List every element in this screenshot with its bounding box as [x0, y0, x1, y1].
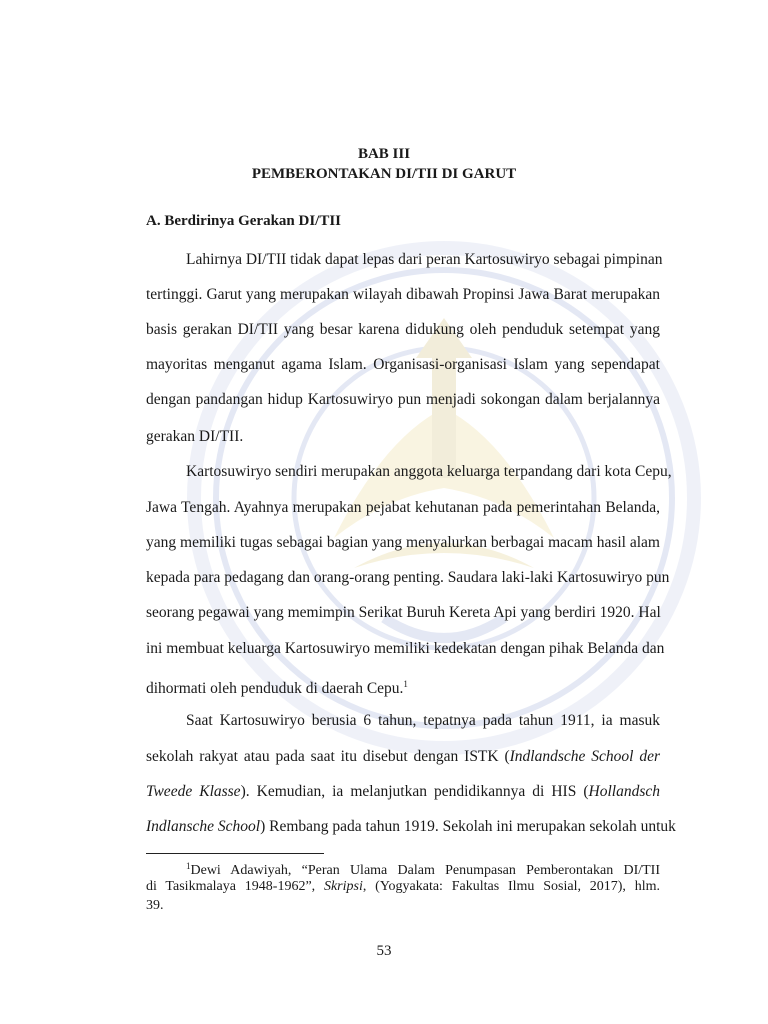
page-number: 53 [376, 943, 392, 959]
footnote-number: 1 [186, 861, 191, 871]
section-heading: A. Berdirinya Gerakan DI/TII [146, 213, 342, 229]
footnote-reference[interactable]: 1 [403, 679, 408, 689]
body-line [146, 783, 660, 801]
body-line: Jawa Tengah. Ayahnya merupakan pejabat kehutanan pada pemerintahan Belanda, [146, 499, 660, 516]
body-line: basis gerakan DI/TII yang besar karena didukung oleh penduduk setempat yang [146, 321, 660, 338]
body-line [146, 748, 660, 766]
body-line [146, 675, 660, 698]
italic-term: Indlansche School [146, 818, 261, 835]
body-line: gerakan DI/TII. [146, 428, 244, 445]
footnote-divider [146, 853, 324, 854]
italic-term: Hollandsch [588, 783, 660, 800]
footnote-text: di Tasikmalaya 1948-1962”, [146, 879, 324, 894]
footnote-text: , (Yogyakata: Fakultas Ilmu Sosial, 2017), hlm. [362, 879, 661, 894]
body-line: tertinggi. Garut yang merupakan wilayah dibawah Propinsi Jawa Barat merupakan [146, 286, 660, 303]
body-line: Kartosuwiryo sendiri merupakan anggota keluarga terpandang dari kota Cepu, [186, 463, 672, 480]
body-line: dengan pandangan hidup Kartosuwiryo pun menjadi sokongan dalam berjalannya [146, 391, 660, 408]
body-line: seorang pegawai yang memimpin Serikat Buruh Kereta Api yang berdiri 1920. Hal [146, 604, 661, 621]
body-line: Lahirnya DI/TII tidak dapat lepas dari peran Kartosuwiryo sebagai pimpinan [186, 251, 663, 268]
footnote-line [186, 858, 660, 879]
body-text: ). Kemudian, ia melanjutkan pendidikannya di HIS ( [240, 783, 589, 800]
body-text: dihormati oleh penduduk di daerah Cepu. [146, 680, 404, 697]
body-line: ini membuat keluarga Kartosuwiryo memiliki kedekatan dengan pihak Belanda dan [146, 640, 665, 657]
italic-term: Indlandsche School der [509, 748, 661, 765]
body-line: yang memiliki tugas sebagai bagian yang menyalurkan berbagai macam hasil alam [146, 534, 660, 551]
footnote-text: Dewi Adawiyah, “Peran Ulama Dalam Penumpasan Pemberontakan DI/TII [190, 863, 660, 878]
italic-term: Tweede Klasse [146, 783, 241, 800]
body-line: kepada para pedagang dan orang-orang penting. Saudara laki-laki Kartosuwiryo pun [146, 569, 670, 586]
body-line: mayoritas menganut agama Islam. Organisasi-organisasi Islam yang sependapat [146, 356, 660, 373]
body-text: sekolah rakyat atau pada saat itu disebut dengan ISTK ( [146, 748, 510, 765]
chapter-number: BAB III [357, 146, 411, 162]
body-line [146, 818, 676, 836]
italic-term: Skripsi [323, 879, 363, 894]
footnote-line: 39. [146, 898, 164, 913]
chapter-title: PEMBERONTAKAN DI/TII DI GARUT [251, 166, 517, 182]
footnote-line [146, 879, 660, 895]
body-line: Saat Kartosuwiryo berusia 6 tahun, tepatnya pada tahun 1911, ia masuk [186, 712, 660, 729]
body-text: ) Rembang pada tahun 1919. Sekolah ini merupakan sekolah untuk [260, 818, 676, 835]
